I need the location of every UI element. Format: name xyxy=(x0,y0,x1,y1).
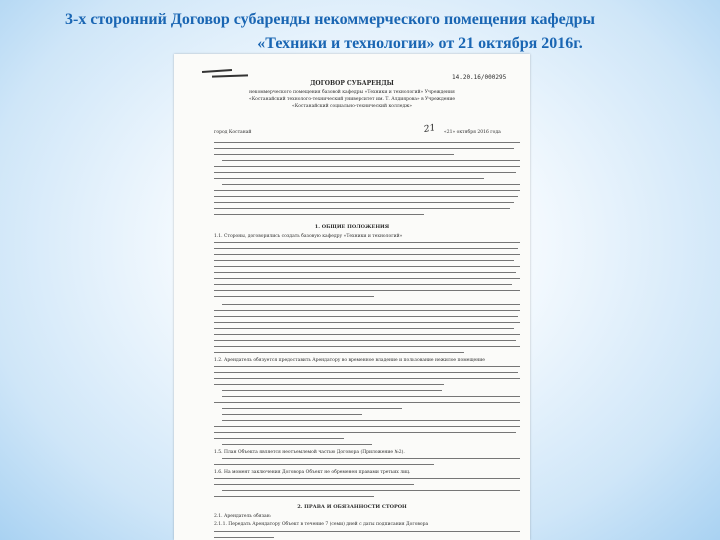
clause-2-1: 2.1. Арендатель обязан: xyxy=(214,514,272,519)
text-line xyxy=(214,272,516,273)
text-line xyxy=(214,296,374,297)
text-line xyxy=(222,444,372,445)
text-line xyxy=(214,266,520,267)
text-line xyxy=(214,214,424,215)
text-line xyxy=(214,478,520,479)
text-line xyxy=(214,154,454,155)
text-line xyxy=(214,432,516,433)
slide-title-line-2: «Техники и технологии» от 21 октября 2016г. xyxy=(257,35,583,52)
text-line xyxy=(214,260,514,261)
text-line xyxy=(214,496,374,497)
text-line xyxy=(214,316,518,317)
text-line xyxy=(214,484,414,485)
document-subtitle-line: «Костанайский социально-технический колледж» xyxy=(291,104,413,109)
registration-number: 14.20.16/000295 xyxy=(452,74,507,81)
text-line xyxy=(214,346,520,347)
clause-1-5: 1.5. План Объекта является неотъемлемой частью Договора (Приложение №2). xyxy=(214,450,405,455)
text-line xyxy=(214,366,520,367)
section-heading: 1. ОБЩИЕ ПОЛОЖЕНИЯ xyxy=(314,224,390,230)
section-heading: 2. ПРАВА И ОБЯЗАННОСТИ СТОРОН xyxy=(297,504,407,510)
handwritten-date-mark: 21 xyxy=(423,123,437,135)
text-line xyxy=(222,390,442,391)
text-line xyxy=(214,402,520,403)
text-line xyxy=(214,328,514,329)
text-line xyxy=(214,464,434,465)
text-line xyxy=(214,278,520,279)
text-line xyxy=(222,160,520,161)
slide-title-line-1: 3-х сторонний Договор субаренды некоммерческого помещения кафедры xyxy=(65,11,595,28)
text-line xyxy=(214,196,518,197)
pen-stroke xyxy=(212,74,248,77)
text-line xyxy=(222,304,520,305)
document-heading: ДОГОВОР СУБАРЕНДЫ xyxy=(310,80,394,87)
text-line xyxy=(222,184,520,185)
document-date: «21» октября 2016 года xyxy=(444,130,501,135)
text-line xyxy=(214,384,444,385)
text-line xyxy=(214,334,520,335)
text-line xyxy=(222,396,520,397)
text-line xyxy=(214,284,512,285)
document-subtitle-line: некоммерческого помещения базовой кафедры «Техники и технологий» Учреждения xyxy=(249,90,455,95)
text-line xyxy=(214,148,514,149)
text-line xyxy=(214,248,518,249)
text-line xyxy=(214,352,464,353)
text-line xyxy=(214,178,484,179)
text-line xyxy=(214,372,518,373)
text-line xyxy=(214,172,516,173)
clause-1-1: 1.1. Стороны, договорились создать базовую кафедру «Техники и технологий» xyxy=(214,234,403,239)
pen-stroke xyxy=(202,69,232,73)
clause-2-1-1: 2.1.1. Передать Арендатору Объект в течение 7 (семи) дней с даты подписания Договора xyxy=(214,522,429,527)
text-line xyxy=(222,420,520,421)
text-line xyxy=(214,310,520,311)
text-line xyxy=(214,242,520,243)
text-line xyxy=(214,426,520,427)
document-subtitle-line: «Костанайский технолого-технический университет им. Т. Алдиярова» в Учреждение xyxy=(248,97,456,102)
text-line xyxy=(222,490,520,491)
document-city: город Костанай xyxy=(214,130,252,135)
text-line xyxy=(214,142,520,143)
text-line xyxy=(214,208,510,209)
text-line xyxy=(214,290,520,291)
text-line xyxy=(214,254,520,255)
slide-title xyxy=(20,8,710,56)
text-line xyxy=(222,458,520,459)
text-line xyxy=(214,166,520,167)
text-line xyxy=(214,322,520,323)
text-line xyxy=(222,408,402,409)
clause-1-6: 1.6. На момент заключения Договора Объект не обременен правами третьих лиц. xyxy=(214,470,411,475)
clause-1-2: 1.2. Арендатель обязуется предоставить Арендатору во временное владение и пользование нежилое помещение xyxy=(214,358,485,363)
text-line xyxy=(214,190,520,191)
text-line xyxy=(214,340,516,341)
text-line xyxy=(214,202,514,203)
text-line xyxy=(214,378,520,379)
text-line xyxy=(214,531,520,532)
scanned-contract-document xyxy=(174,54,530,540)
text-line xyxy=(214,537,274,538)
text-line xyxy=(214,438,344,439)
text-line xyxy=(222,414,362,415)
